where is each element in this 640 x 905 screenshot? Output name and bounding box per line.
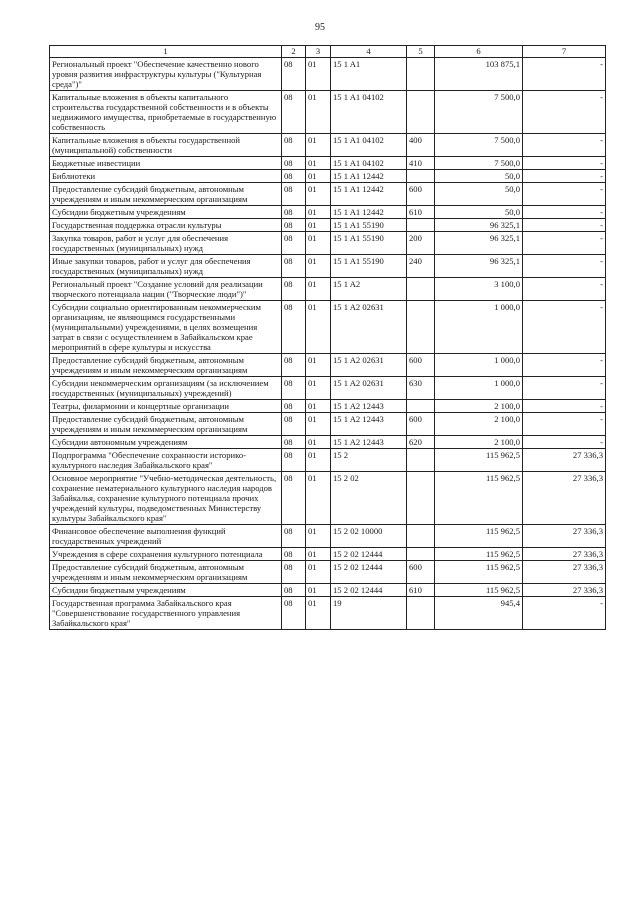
row-section-cell: 08 (282, 584, 306, 597)
row-expense-type-cell (407, 525, 435, 548)
row-expense-type-cell: 400 (407, 134, 435, 157)
row-section-cell: 08 (282, 436, 306, 449)
row-section-cell: 08 (282, 377, 306, 400)
table-row (50, 183, 606, 206)
row-section-cell: 08 (282, 449, 306, 472)
row-target-article-cell: 15 1 A1 55190 (331, 255, 407, 278)
row-amount-col7-cell: - (523, 91, 606, 134)
row-name-cell: Предоставление субсидий бюджетным, автономным учреждениям и иным некоммерческим организациям (50, 561, 282, 584)
row-expense-type-cell (407, 170, 435, 183)
table-row (50, 134, 606, 157)
table-row (50, 400, 606, 413)
row-name-cell: Подпрограмма "Обеспечение сохранности историко-культурного наследия Забайкальского края" (50, 449, 282, 472)
table-row (50, 206, 606, 219)
row-subsection-cell: 01 (306, 354, 331, 377)
row-name-cell: Субсидии социально ориентированным некоммерческим организациям, не являющимся государственными (муниципальными) учреждениями, в целях возмещения затрат в связи с осуществлением в Забайкальском крае мероприятий в сфере культуры и искусства (50, 301, 282, 354)
row-subsection-cell: 01 (306, 183, 331, 206)
page-number: 95 (315, 22, 325, 33)
row-section-cell: 08 (282, 301, 306, 354)
row-section-cell: 08 (282, 400, 306, 413)
row-amount-col6-cell: 7 500,0 (435, 91, 523, 134)
row-target-article-cell: 15 1 A1 04102 (331, 91, 407, 134)
header-row (50, 46, 606, 58)
table-row (50, 170, 606, 183)
row-amount-col6-cell: 1 000,0 (435, 354, 523, 377)
row-name-cell: Предоставление субсидий бюджетным, автономным учреждениям и иным некоммерческим организациям (50, 354, 282, 377)
row-section-cell: 08 (282, 206, 306, 219)
column-header: 1 (50, 46, 282, 58)
row-amount-col6-cell: 2 100,0 (435, 400, 523, 413)
row-amount-col7-cell: - (523, 232, 606, 255)
row-target-article-cell: 19 (331, 597, 407, 630)
row-name-cell: Бюджетные инвестиции (50, 157, 282, 170)
row-subsection-cell: 01 (306, 584, 331, 597)
row-expense-type-cell (407, 472, 435, 525)
row-expense-type-cell (407, 548, 435, 561)
row-target-article-cell: 15 1 A2 02631 (331, 354, 407, 377)
row-target-article-cell: 15 2 02 12444 (331, 561, 407, 584)
row-amount-col6-cell: 50,0 (435, 183, 523, 206)
row-amount-col7-cell: - (523, 278, 606, 301)
row-subsection-cell: 01 (306, 597, 331, 630)
row-amount-col6-cell: 115 962,5 (435, 525, 523, 548)
row-target-article-cell: 15 1 A1 12442 (331, 170, 407, 183)
row-subsection-cell: 01 (306, 219, 331, 232)
row-amount-col6-cell: 2 100,0 (435, 436, 523, 449)
row-amount-col6-cell: 1 000,0 (435, 377, 523, 400)
row-section-cell: 08 (282, 232, 306, 255)
row-amount-col6-cell: 115 962,5 (435, 449, 523, 472)
row-section-cell: 08 (282, 157, 306, 170)
row-target-article-cell: 15 1 A2 12443 (331, 413, 407, 436)
budget-table (49, 45, 606, 630)
row-target-article-cell: 15 2 02 (331, 472, 407, 525)
row-amount-col7-cell: - (523, 377, 606, 400)
table-row (50, 58, 606, 91)
row-amount-col7-cell: - (523, 413, 606, 436)
row-section-cell: 08 (282, 58, 306, 91)
row-expense-type-cell (407, 219, 435, 232)
column-header: 3 (306, 46, 331, 58)
row-target-article-cell: 15 2 02 12444 (331, 584, 407, 597)
row-expense-type-cell (407, 301, 435, 354)
row-section-cell: 08 (282, 170, 306, 183)
table-row (50, 377, 606, 400)
table-row (50, 449, 606, 472)
row-amount-col7-cell: 27 336,3 (523, 525, 606, 548)
row-amount-col7-cell: - (523, 436, 606, 449)
row-section-cell: 08 (282, 597, 306, 630)
row-amount-col7-cell: - (523, 301, 606, 354)
row-name-cell: Закупка товаров, работ и услуг для обеспечения государственных (муниципальных) нужд (50, 232, 282, 255)
row-name-cell: Учреждения в сфере сохранения культурного потенциала (50, 548, 282, 561)
row-amount-col7-cell: 27 336,3 (523, 584, 606, 597)
row-section-cell: 08 (282, 413, 306, 436)
row-name-cell: Региональный проект "Создание условий для реализации творческого потенциала нации ("Творческие люди")" (50, 278, 282, 301)
row-amount-col7-cell: - (523, 58, 606, 91)
row-subsection-cell: 01 (306, 278, 331, 301)
table-row (50, 301, 606, 354)
row-subsection-cell: 01 (306, 436, 331, 449)
row-expense-type-cell: 240 (407, 255, 435, 278)
row-amount-col6-cell: 115 962,5 (435, 561, 523, 584)
row-amount-col7-cell: 27 336,3 (523, 548, 606, 561)
row-subsection-cell: 01 (306, 413, 331, 436)
table-row (50, 472, 606, 525)
table-header (50, 46, 606, 58)
row-expense-type-cell: 610 (407, 584, 435, 597)
row-subsection-cell: 01 (306, 134, 331, 157)
row-name-cell: Иные закупки товаров, работ и услуг для обеспечения государственных (муниципальных) нужд (50, 255, 282, 278)
row-amount-col6-cell: 7 500,0 (435, 157, 523, 170)
table-row (50, 597, 606, 630)
row-name-cell: Основное мероприятие "Учебно-методическая деятельность, сохранение нематериального культурного наследия народов Забайкалья, сохранение культурного потенциала прочих учреждений культуры, подведомственных Министерству культуры Забайкальского края" (50, 472, 282, 525)
row-expense-type-cell (407, 91, 435, 134)
row-amount-col6-cell: 96 325,1 (435, 232, 523, 255)
table-row (50, 157, 606, 170)
row-name-cell: Государственная поддержка отрасли культуры (50, 219, 282, 232)
row-target-article-cell: 15 1 A2 02631 (331, 301, 407, 354)
row-amount-col6-cell: 96 325,1 (435, 255, 523, 278)
row-target-article-cell: 15 1 A1 55190 (331, 219, 407, 232)
row-amount-col7-cell: 27 336,3 (523, 561, 606, 584)
row-name-cell: Финансовое обеспечение выполнения функций государственных учреждений (50, 525, 282, 548)
row-section-cell: 08 (282, 278, 306, 301)
row-subsection-cell: 01 (306, 157, 331, 170)
row-amount-col7-cell: - (523, 170, 606, 183)
table-row (50, 354, 606, 377)
row-amount-col7-cell: 27 336,3 (523, 449, 606, 472)
row-target-article-cell: 15 1 A1 12442 (331, 206, 407, 219)
row-amount-col7-cell: - (523, 597, 606, 630)
row-subsection-cell: 01 (306, 548, 331, 561)
row-subsection-cell: 01 (306, 449, 331, 472)
row-section-cell: 08 (282, 472, 306, 525)
table-body (50, 58, 606, 630)
row-section-cell: 08 (282, 354, 306, 377)
row-subsection-cell: 01 (306, 525, 331, 548)
row-amount-col6-cell: 2 100,0 (435, 413, 523, 436)
row-name-cell: Предоставление субсидий бюджетным, автономным учреждениям и иным некоммерческим организациям (50, 413, 282, 436)
row-amount-col6-cell: 115 962,5 (435, 584, 523, 597)
row-amount-col7-cell: - (523, 255, 606, 278)
row-subsection-cell: 01 (306, 561, 331, 584)
row-subsection-cell: 01 (306, 170, 331, 183)
row-section-cell: 08 (282, 548, 306, 561)
row-expense-type-cell: 630 (407, 377, 435, 400)
row-target-article-cell: 15 1 A2 02631 (331, 377, 407, 400)
row-name-cell: Государственная программа Забайкальского края "Совершенствование государственного управления Забайкальского края" (50, 597, 282, 630)
row-amount-col7-cell: 27 336,3 (523, 472, 606, 525)
row-amount-col7-cell: - (523, 134, 606, 157)
row-target-article-cell: 15 1 A1 04102 (331, 134, 407, 157)
row-expense-type-cell (407, 597, 435, 630)
row-target-article-cell: 15 2 02 12444 (331, 548, 407, 561)
row-expense-type-cell (407, 449, 435, 472)
row-expense-type-cell: 610 (407, 206, 435, 219)
row-expense-type-cell: 600 (407, 561, 435, 584)
row-target-article-cell: 15 2 (331, 449, 407, 472)
row-amount-col6-cell: 3 100,0 (435, 278, 523, 301)
row-subsection-cell: 01 (306, 91, 331, 134)
row-expense-type-cell: 600 (407, 183, 435, 206)
row-section-cell: 08 (282, 219, 306, 232)
table-row (50, 584, 606, 597)
row-expense-type-cell (407, 58, 435, 91)
row-subsection-cell: 01 (306, 58, 331, 91)
row-expense-type-cell: 600 (407, 413, 435, 436)
row-subsection-cell: 01 (306, 472, 331, 525)
row-section-cell: 08 (282, 91, 306, 134)
row-subsection-cell: 01 (306, 255, 331, 278)
row-amount-col6-cell: 96 325,1 (435, 219, 523, 232)
table-row (50, 219, 606, 232)
row-name-cell: Региональный проект "Обеспечение качественно нового уровня развития инфраструктуры культуры ("Культурная среда")" (50, 58, 282, 91)
row-target-article-cell: 15 1 A2 (331, 278, 407, 301)
row-target-article-cell: 15 1 A1 12442 (331, 183, 407, 206)
row-amount-col7-cell: - (523, 206, 606, 219)
row-amount-col6-cell: 945,4 (435, 597, 523, 630)
row-name-cell: Предоставление субсидий бюджетным, автономным учреждениям и иным некоммерческим организациям (50, 183, 282, 206)
row-expense-type-cell: 200 (407, 232, 435, 255)
row-expense-type-cell (407, 400, 435, 413)
row-amount-col6-cell: 115 962,5 (435, 472, 523, 525)
row-name-cell: Капитальные вложения в объекты капитального строительства государственной собственности и в объекты недвижимого имущества, приобретаемые в государственную собственность (50, 91, 282, 134)
row-name-cell: Капитальные вложения в объекты государственной (муниципальной) собственности (50, 134, 282, 157)
row-target-article-cell: 15 1 A1 04102 (331, 157, 407, 170)
row-expense-type-cell (407, 278, 435, 301)
row-amount-col6-cell: 50,0 (435, 206, 523, 219)
row-section-cell: 08 (282, 561, 306, 584)
table-row (50, 548, 606, 561)
row-name-cell: Субсидии автономным учреждениям (50, 436, 282, 449)
row-subsection-cell: 01 (306, 377, 331, 400)
row-name-cell: Субсидии некоммерческим организациям (за исключением государственных (муниципальных) учреждений) (50, 377, 282, 400)
row-target-article-cell: 15 1 A2 12443 (331, 436, 407, 449)
row-target-article-cell: 15 1 A1 (331, 58, 407, 91)
row-expense-type-cell: 410 (407, 157, 435, 170)
row-amount-col7-cell: - (523, 354, 606, 377)
row-subsection-cell: 01 (306, 206, 331, 219)
row-amount-col6-cell: 1 000,0 (435, 301, 523, 354)
row-target-article-cell: 15 2 02 10000 (331, 525, 407, 548)
row-section-cell: 08 (282, 255, 306, 278)
table-row (50, 91, 606, 134)
table-row (50, 278, 606, 301)
table-row (50, 413, 606, 436)
row-target-article-cell: 15 1 A2 12443 (331, 400, 407, 413)
row-section-cell: 08 (282, 525, 306, 548)
table-row (50, 232, 606, 255)
table-row (50, 436, 606, 449)
row-target-article-cell: 15 1 A1 55190 (331, 232, 407, 255)
row-amount-col7-cell: - (523, 400, 606, 413)
row-name-cell: Театры, филармонии и концертные организации (50, 400, 282, 413)
row-subsection-cell: 01 (306, 301, 331, 354)
table-row (50, 561, 606, 584)
row-section-cell: 08 (282, 134, 306, 157)
row-subsection-cell: 01 (306, 400, 331, 413)
row-amount-col7-cell: - (523, 219, 606, 232)
row-name-cell: Субсидии бюджетным учреждениям (50, 206, 282, 219)
column-header: 5 (407, 46, 435, 58)
row-amount-col7-cell: - (523, 183, 606, 206)
column-header: 7 (523, 46, 606, 58)
row-amount-col6-cell: 103 875,1 (435, 58, 523, 91)
column-header: 4 (331, 46, 407, 58)
row-amount-col6-cell: 7 500,0 (435, 134, 523, 157)
row-amount-col6-cell: 115 962,5 (435, 548, 523, 561)
row-name-cell: Библиотеки (50, 170, 282, 183)
row-subsection-cell: 01 (306, 232, 331, 255)
table-row (50, 525, 606, 548)
row-expense-type-cell: 600 (407, 354, 435, 377)
row-amount-col6-cell: 50,0 (435, 170, 523, 183)
column-header: 2 (282, 46, 306, 58)
row-amount-col7-cell: - (523, 157, 606, 170)
row-section-cell: 08 (282, 183, 306, 206)
row-name-cell: Субсидии бюджетным учреждениям (50, 584, 282, 597)
column-header: 6 (435, 46, 523, 58)
row-expense-type-cell: 620 (407, 436, 435, 449)
table-row (50, 255, 606, 278)
